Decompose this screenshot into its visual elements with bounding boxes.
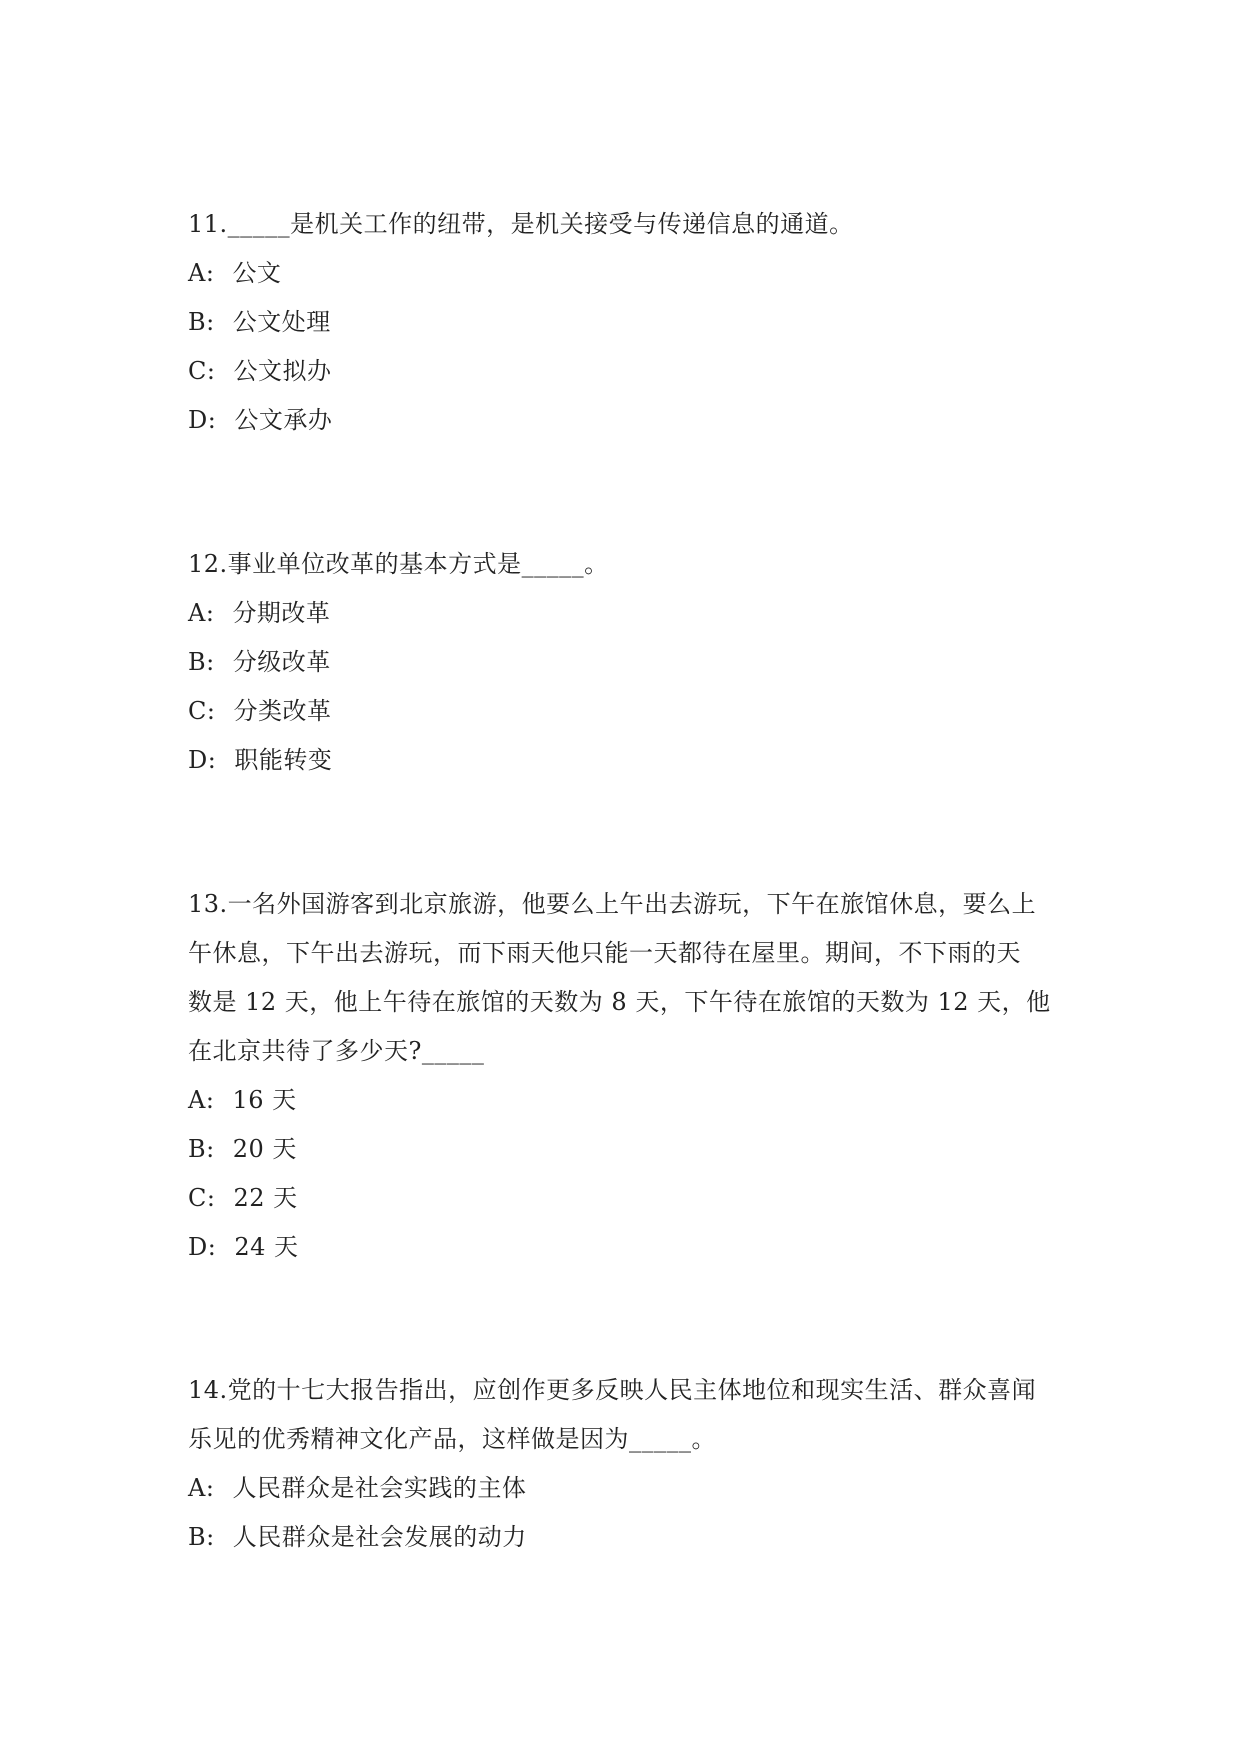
option-letter: D — [188, 406, 208, 434]
question-12 — [188, 540, 1058, 785]
option-text: 16 天 — [232, 1086, 297, 1114]
question-stem — [188, 540, 1058, 589]
option-letter: C — [188, 1184, 207, 1212]
option-separator: : — [205, 1474, 215, 1502]
option-text: 22 天 — [233, 1184, 298, 1212]
option-c — [188, 1174, 1058, 1223]
question-stem — [188, 200, 1058, 249]
stem-line: 11._____是机关工作的纽带，是机关接受与传递信息的通道。 — [188, 210, 854, 238]
option-b — [188, 1125, 1058, 1174]
stem-line: 14.党的十七大报告指出，应创作更多反映人民主体地位和现实生活、群众喜闻 — [188, 1376, 1037, 1404]
option-letter: B — [188, 1135, 207, 1163]
stem-line: 乐见的优秀精神文化产品，这样做是因为_____。 — [188, 1425, 716, 1453]
option-separator: : — [206, 697, 216, 725]
option-text: 人民群众是社会实践的主体 — [232, 1474, 527, 1502]
option-text: 职能转变 — [234, 746, 333, 774]
option-b — [188, 638, 1058, 687]
option-letter: B — [188, 308, 207, 336]
option-letter: D — [188, 746, 208, 774]
question-14 — [188, 1366, 1058, 1562]
option-letter: B — [188, 648, 207, 676]
option-text: 公文拟办 — [233, 357, 332, 385]
option-separator: : — [206, 1523, 215, 1551]
question-stem — [188, 880, 1058, 1076]
option-c — [188, 687, 1058, 736]
option-letter: A — [188, 1086, 206, 1114]
option-text: 分级改革 — [232, 648, 331, 676]
option-separator: : — [206, 648, 215, 676]
stem-line: 12.事业单位改革的基本方式是_____。 — [188, 550, 609, 578]
option-letter: A — [188, 599, 206, 627]
option-letter: D — [188, 1233, 208, 1261]
option-separator: : — [207, 1233, 217, 1261]
stem-line: 午休息，下午出去游玩，而下雨天他只能一天都待在屋里。期间，不下雨的天 — [188, 939, 1021, 967]
option-text: 20 天 — [232, 1135, 297, 1163]
option-a — [188, 1076, 1058, 1125]
option-a — [188, 589, 1058, 638]
option-text: 公文承办 — [234, 406, 333, 434]
option-text: 公文 — [232, 259, 282, 287]
option-c — [188, 347, 1058, 396]
option-b — [188, 298, 1058, 347]
option-letter: C — [188, 357, 207, 385]
option-separator: : — [206, 308, 215, 336]
option-a — [188, 1464, 1058, 1513]
stem-line: 数是 12 天，他上午待在旅馆的天数为 8 天，下午待在旅馆的天数为 12 天，他 — [188, 988, 1051, 1016]
question-stem — [188, 1366, 1058, 1464]
option-separator: : — [206, 1135, 215, 1163]
stem-line: 13.一名外国游客到北京旅游，他要么上午出去游玩，下午在旅馆休息，要么上 — [188, 890, 1037, 918]
option-text: 分期改革 — [232, 599, 331, 627]
option-separator: : — [205, 1086, 215, 1114]
option-letter: A — [188, 1474, 206, 1502]
option-text: 人民群众是社会发展的动力 — [232, 1523, 527, 1551]
option-text: 分类改革 — [233, 697, 332, 725]
option-d — [188, 1223, 1058, 1272]
option-a — [188, 249, 1058, 298]
question-13 — [188, 880, 1058, 1272]
option-separator: : — [206, 357, 216, 385]
question-11 — [188, 200, 1058, 445]
option-text: 公文处理 — [232, 308, 331, 336]
option-letter: A — [188, 259, 206, 287]
stem-line: 在北京共待了多少天?_____ — [188, 1037, 485, 1065]
option-letter: C — [188, 697, 207, 725]
option-letter: B — [188, 1523, 207, 1551]
option-separator: : — [205, 259, 215, 287]
option-d — [188, 396, 1058, 445]
option-separator: : — [205, 599, 215, 627]
option-separator: : — [207, 406, 217, 434]
option-separator: : — [207, 746, 217, 774]
option-text: 24 天 — [234, 1233, 299, 1261]
option-separator: : — [206, 1184, 216, 1212]
option-b — [188, 1513, 1058, 1562]
option-d — [188, 736, 1058, 785]
